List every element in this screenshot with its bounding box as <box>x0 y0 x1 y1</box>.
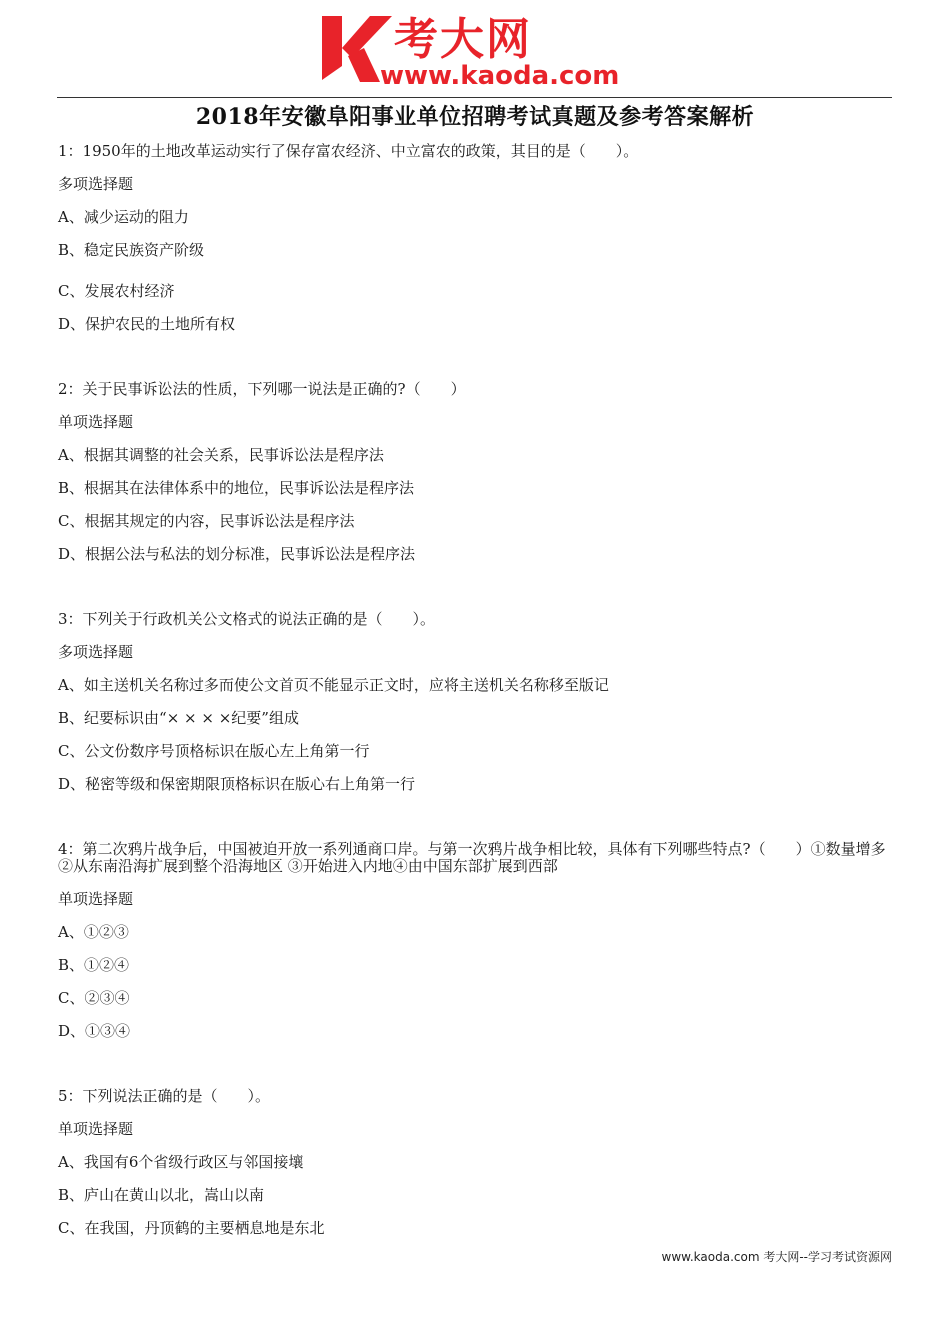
option-b: B、稳定民族资产阶级 <box>58 241 205 259</box>
option-a: A、减少运动的阻力 <box>58 208 189 226</box>
option-a: A、如主送机关名称过多而使公文首页不能显示正文时，应将主送机关名称移至版记 <box>58 676 609 694</box>
question-stem: 1：1950年的土地改革运动实行了保存富农经济、中立富农的政策，其目的是（ ）。 <box>58 142 639 160</box>
question-stem: 5：下列说法正确的是（ ）。 <box>58 1087 271 1105</box>
option-c: C、公文份数序号顶格标识在版心左上角第一行 <box>58 742 370 760</box>
header-rule <box>57 97 892 98</box>
kaoda-logo <box>318 8 638 92</box>
option-b: B、①②④ <box>58 956 130 974</box>
question-stem: 2：关于民事诉讼法的性质，下列哪一说法是正确的?（ ） <box>58 380 466 398</box>
option-c: C、②③④ <box>58 989 130 1007</box>
question-stem: 4：第二次鸦片战争后，中国被迫开放一系列通商口岸。与第一次鸦片战争相比较，具体有下列哪些特点?（ ）①数量增多②从东南沿海扩展到整个沿海地区 ③开始进入内地④由中国东部扩展到西部 <box>58 840 886 875</box>
option-c: C、发展农村经济 <box>58 282 175 300</box>
question-type: 多项选择题 <box>58 175 134 193</box>
option-d: D、①③④ <box>58 1022 131 1040</box>
question-5 <box>58 1088 898 1237</box>
option-a: A、我国有6个省级行政区与邻国接壤 <box>58 1153 304 1171</box>
question-2 <box>58 381 898 563</box>
option-b: B、根据其在法律体系中的地位，民事诉讼法是程序法 <box>58 479 415 497</box>
question-4 <box>58 841 898 1040</box>
question-type: 多项选择题 <box>58 643 134 661</box>
option-b: B、庐山在黄山以北，嵩山以南 <box>58 1186 265 1204</box>
option-a: A、根据其调整的社会关系，民事诉讼法是程序法 <box>58 446 384 464</box>
question-type: 单项选择题 <box>58 1120 134 1138</box>
footer-text: www.kaoda.com 考大网--学习考试资源网 <box>661 1250 892 1264</box>
question-type: 单项选择题 <box>58 413 134 431</box>
option-c: C、根据其规定的内容，民事诉讼法是程序法 <box>58 512 355 530</box>
option-b: B、纪要标识由“× × × ×纪要”组成 <box>58 709 299 727</box>
question-stem: 3：下列关于行政机关公文格式的说法正确的是（ ）。 <box>58 610 436 628</box>
option-d: D、保护农民的土地所有权 <box>58 315 236 333</box>
page-title: 2018年安徽阜阳事业单位招聘考试真题及参考答案解析 <box>195 104 755 130</box>
logo-chinese-text: 考大网 <box>394 14 532 65</box>
option-a: A、①②③ <box>58 923 129 941</box>
logo-url-text: www.kaoda.com <box>380 61 620 91</box>
question-1 <box>58 143 898 333</box>
question-type: 单项选择题 <box>58 890 134 908</box>
option-d: D、根据公法与私法的划分标准，民事诉讼法是程序法 <box>58 545 416 563</box>
question-3 <box>58 611 898 793</box>
option-c: C、在我国，丹顶鹤的主要栖息地是东北 <box>58 1219 325 1237</box>
option-d: D、秘密等级和保密期限顶格标识在版心右上角第一行 <box>58 775 416 793</box>
question-list <box>58 140 898 1237</box>
